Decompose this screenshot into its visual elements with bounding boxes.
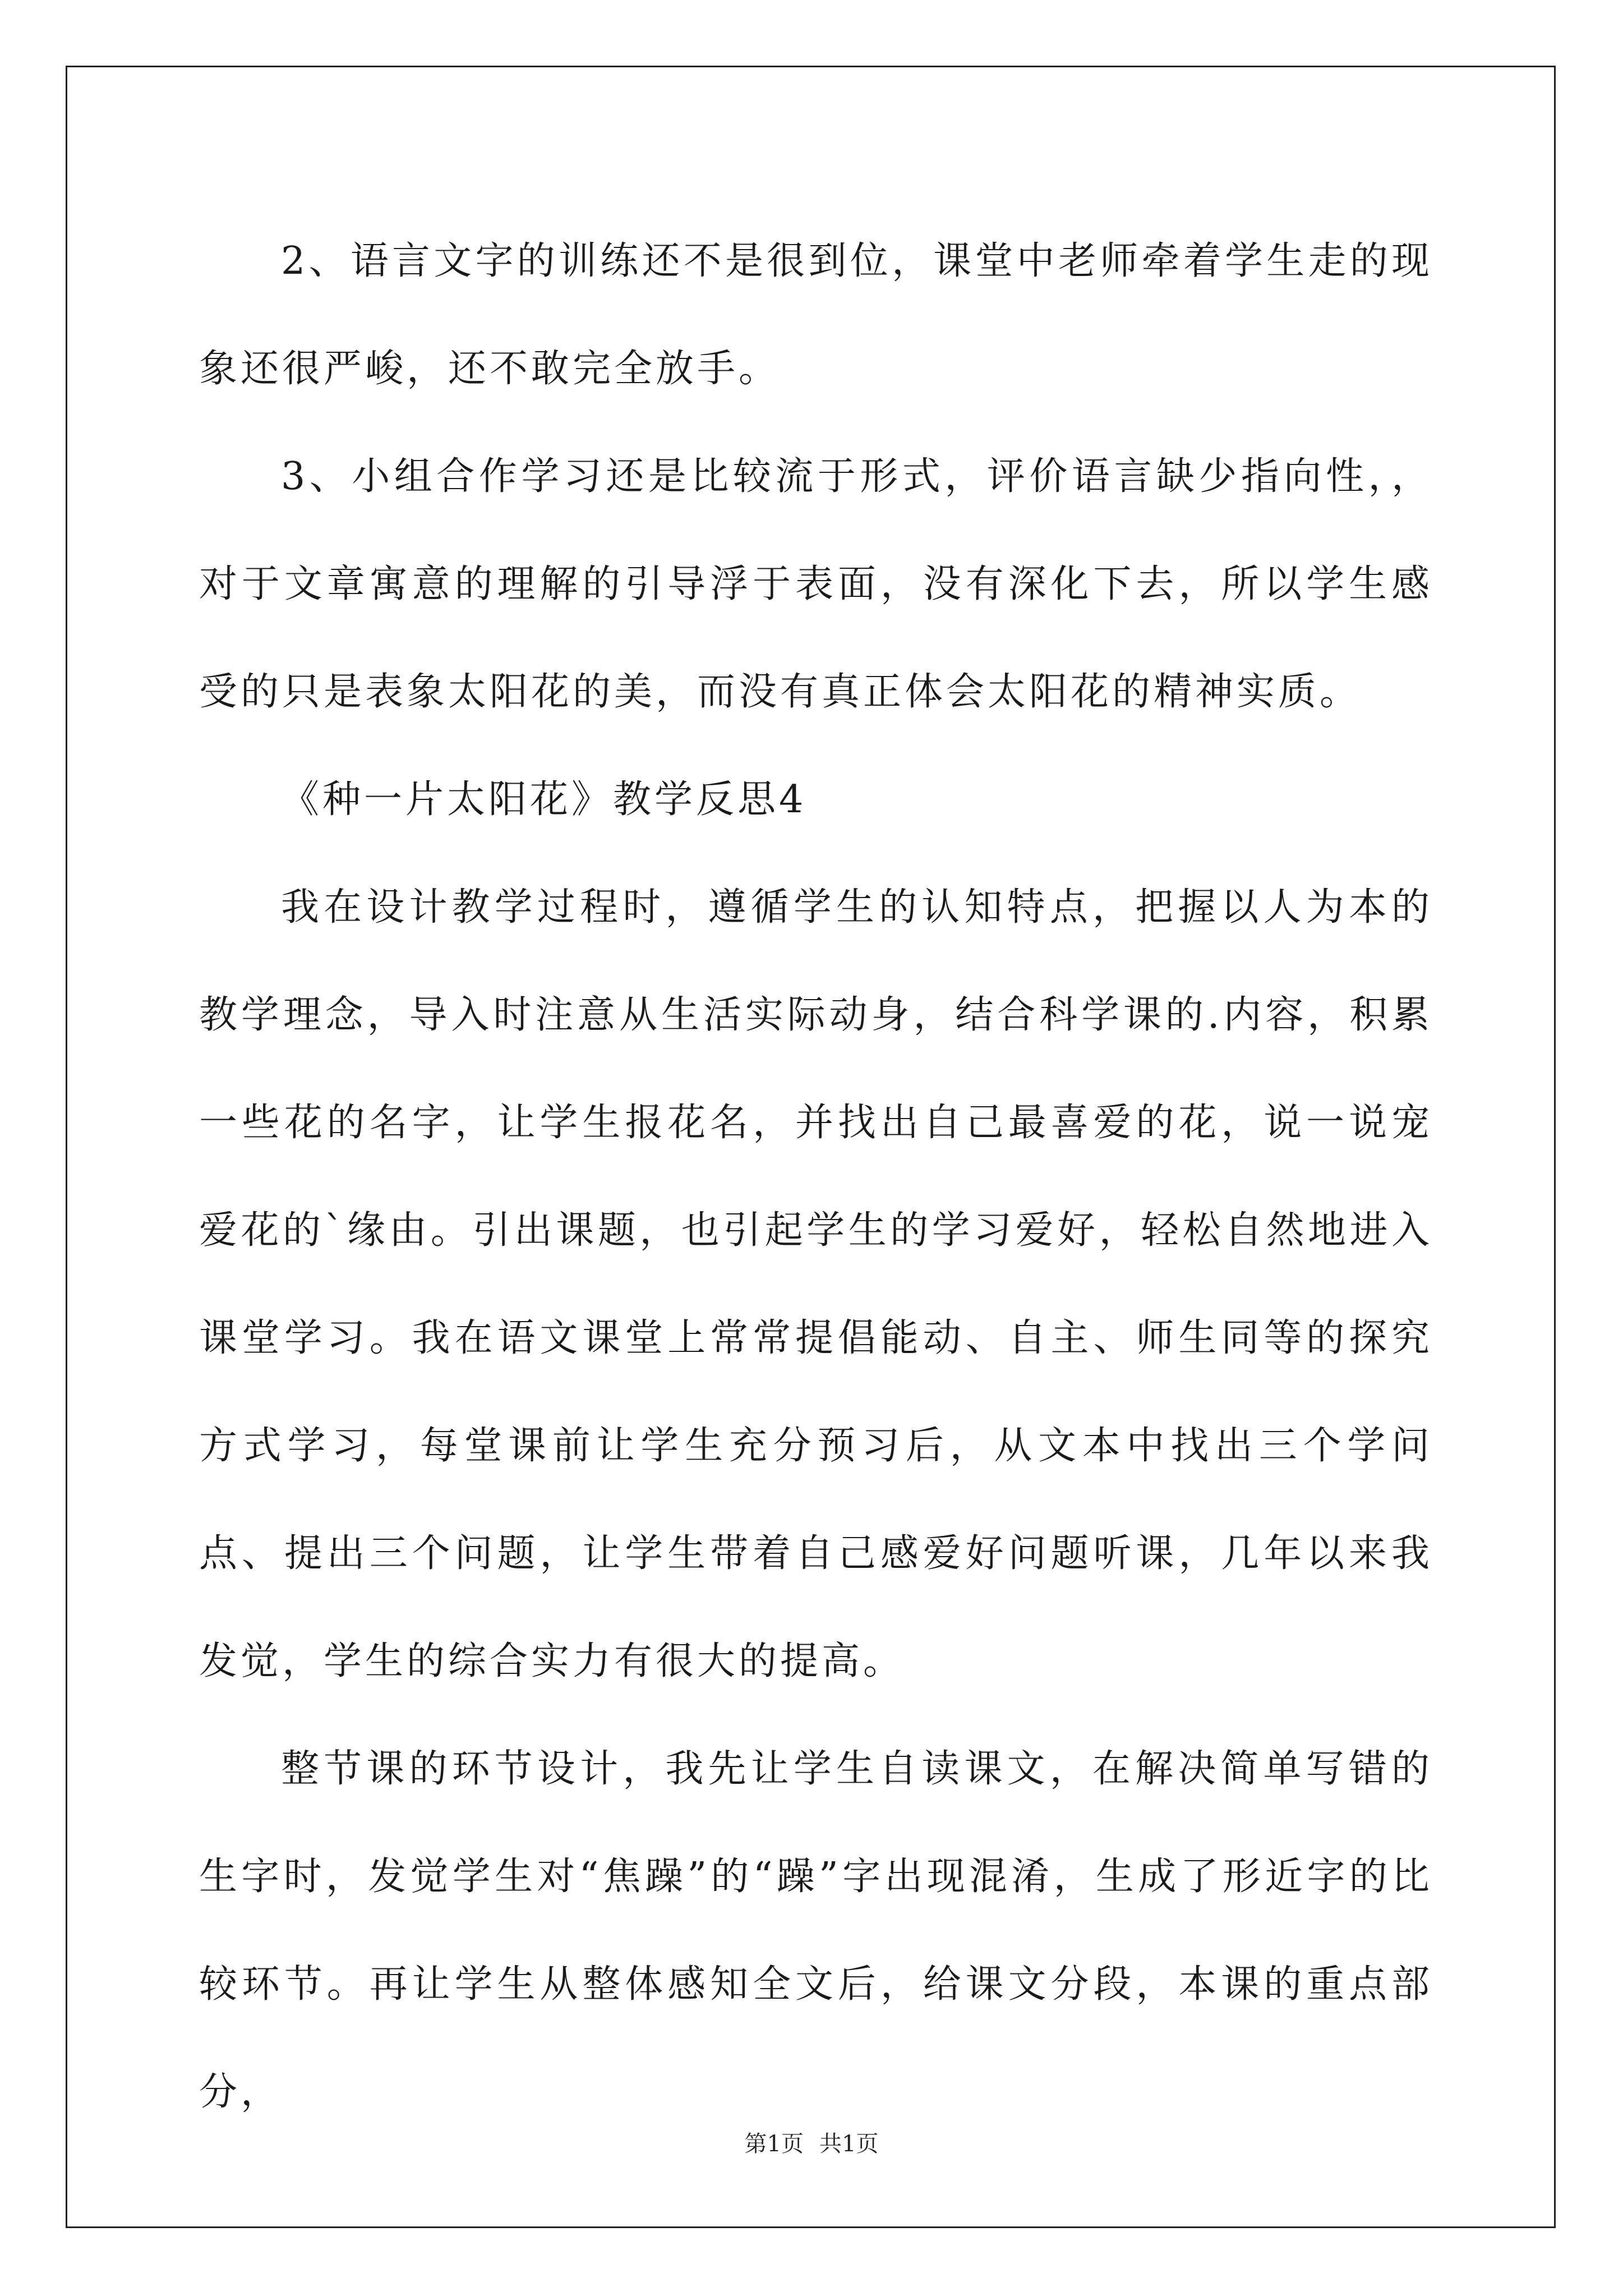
paragraph-lesson-design: 整节课的环节设计，我先让学生自读课文，在解决简单写错的生字时，发觉学生对“焦躁”的“躁”字出现混淆，生成了形近字的比较环节。再让学生从整体感知全文后，给课文分段，本课的重点部分， [199,1747,1433,2114]
paragraph-item-2: 2、语言文字的训练还不是很到位，课堂中老师牵着学生走的现象还很严峻，还不敢完全放手。 [199,239,1433,391]
paragraph-item-3: 3、小组合作学习还是比较流于形式，评价语言缺少指向性，，对于文章寓意的理解的引导浮于表面，没有深化下去，所以学生感受的只是表象太阳花的美，而没有真正体会太阳花的精神实质。 [199,454,1433,714]
document-body [199,208,1433,2114]
page-footer [0,2126,1623,2158]
page-number-total: 共1页 [819,2131,879,2157]
page-number-current: 第1页 [744,2131,804,2157]
section-heading: 《种一片太阳花》教学反思4 [281,777,807,822]
paragraph-reflection: 我在设计教学过程时，遵循学生的认知特点，把握以人为本的教学理念，导入时注意从生活实际动身，结合科学课的.内容，积累一些花的名字，让学生报花名，并找出自己最喜爱的花，说一说宠爱花的`缘由。引出课题，也引起学生的学习爱好，轻松自然地进入课堂学习。我在语文课堂上常常提倡能动、自主、师生同等的探究方式学习，每堂课前让学生充分预习后，从文本中找出三个学问点、提出三个问题，让学生带着自己感爱好问题听课，几年以来我发觉，学生的综合实力有很大的提高。 [199,885,1433,1683]
